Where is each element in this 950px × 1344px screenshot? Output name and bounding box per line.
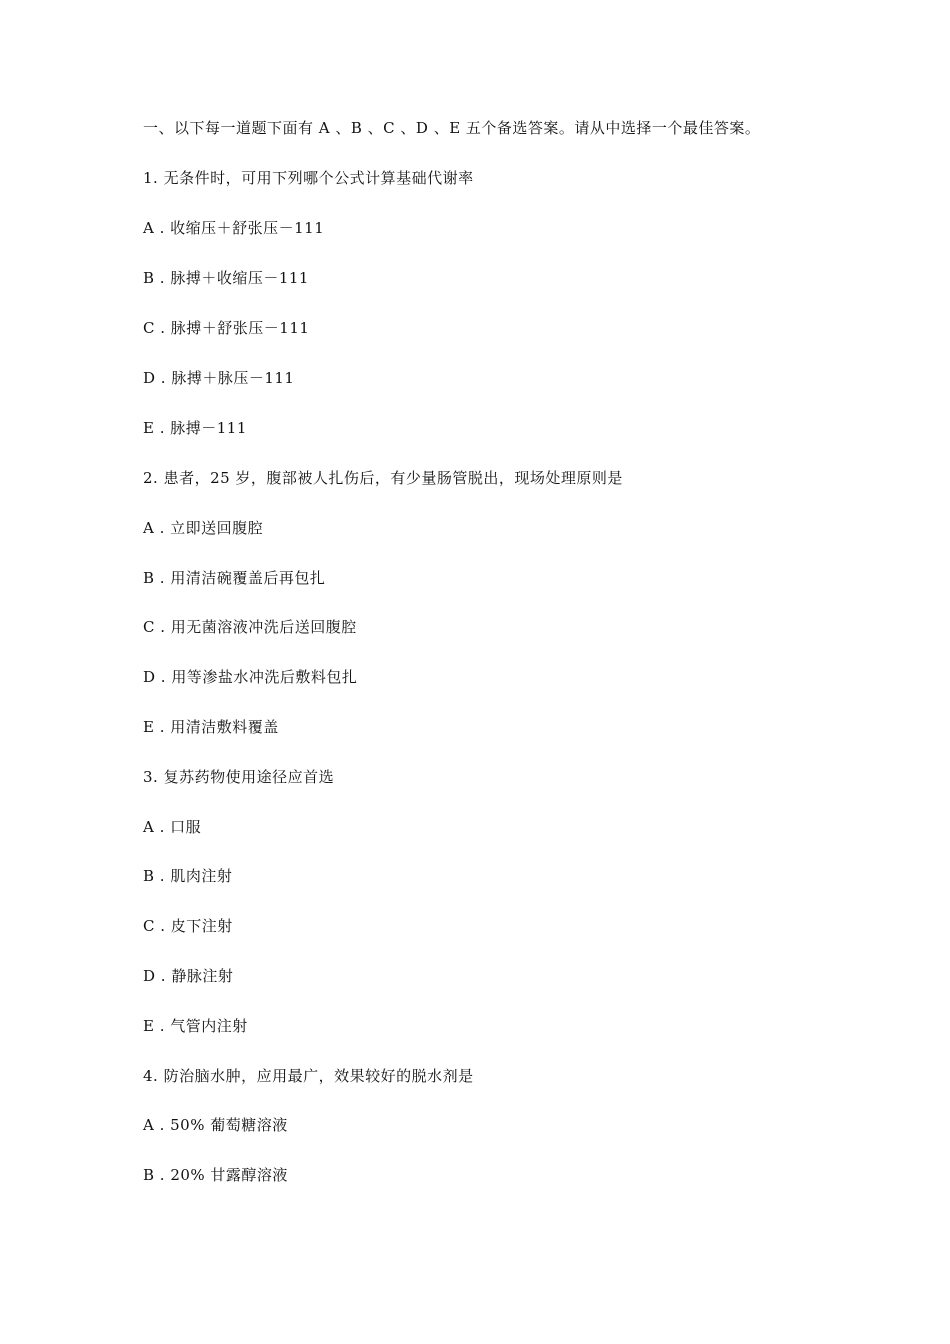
question-1-option-d: D . 脉搏＋脉压－111 [143, 369, 295, 387]
question-2-option-a: A . 立即送回腹腔 [143, 519, 264, 537]
question-4-option-b: B . 20% 甘露醇溶液 [143, 1166, 288, 1184]
question-3-stem: 3. 复苏药物使用途径应首选 [143, 768, 335, 786]
question-2-option-c: C . 用无菌溶液冲洗后送回腹腔 [143, 618, 357, 636]
question-1-option-e: E . 脉搏－111 [143, 419, 247, 437]
section-instruction: 一、以下每一道题下面有 A 、B 、C 、D 、E 五个备选答案。请从中选择一个最佳答案。 [143, 119, 761, 137]
question-1-option-b: B . 脉搏＋收缩压－111 [143, 269, 309, 287]
question-2-option-d: D . 用等渗盐水冲洗后敷料包扎 [143, 668, 358, 686]
question-3-option-e: E . 气管内注射 [143, 1017, 248, 1035]
question-2-option-e: E . 用清洁敷料覆盖 [143, 718, 279, 736]
question-1-stem: 1. 无条件时，可用下列哪个公式计算基础代谢率 [143, 169, 474, 187]
question-3-option-b: B . 肌肉注射 [143, 867, 233, 885]
question-2-option-b: B . 用清洁碗覆盖后再包扎 [143, 569, 326, 587]
question-1-option-a: A . 收缩压＋舒张压－111 [143, 219, 325, 237]
question-2-stem: 2. 患者，25 岁，腹部被人扎伤后，有少量肠管脱出，现场处理原则是 [143, 469, 623, 487]
question-4-option-a: A . 50% 葡萄糖溶液 [143, 1116, 288, 1134]
question-3-option-d: D . 静脉注射 [143, 967, 234, 985]
question-3-option-c: C . 皮下注射 [143, 917, 233, 935]
question-4-stem: 4. 防治脑水肿，应用最广，效果较好的脱水剂是 [143, 1067, 474, 1085]
question-3-option-a: A . 口服 [143, 818, 202, 836]
question-1-option-c: C . 脉搏＋舒张压－111 [143, 319, 310, 337]
